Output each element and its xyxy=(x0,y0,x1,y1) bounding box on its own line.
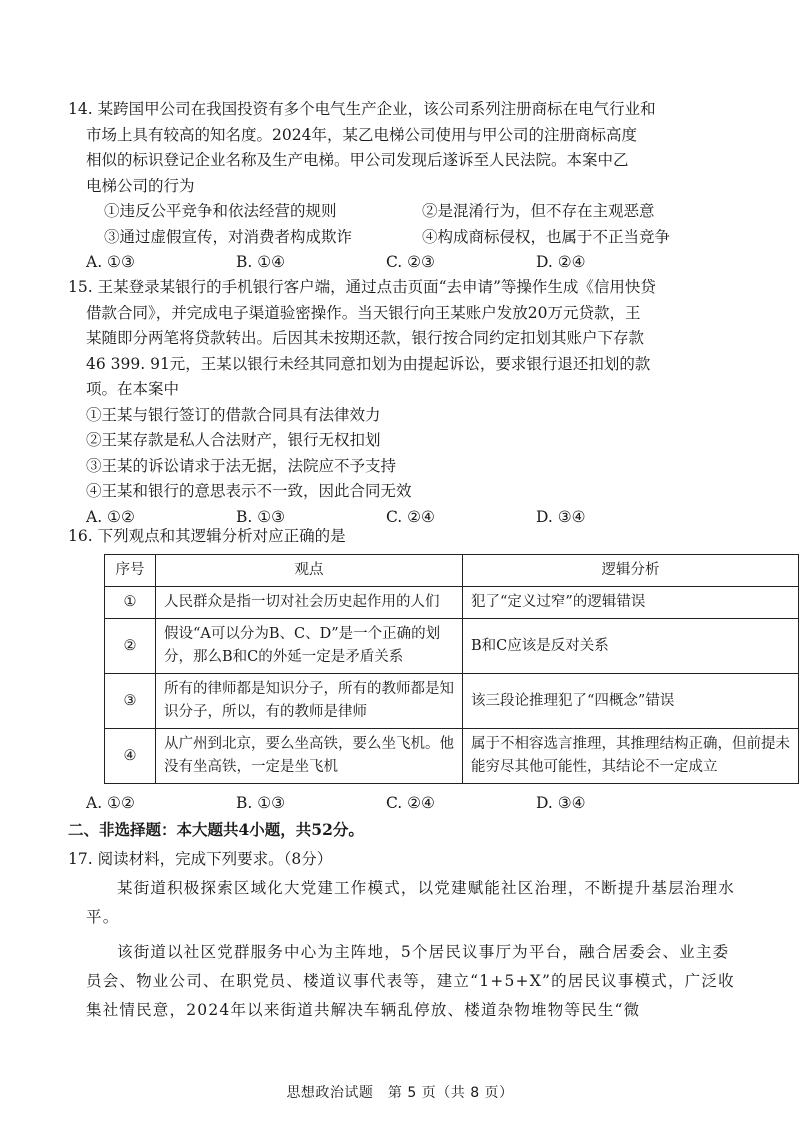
row-analysis: 该三段论推理犯了“四概念”错误 xyxy=(463,674,799,729)
table-row xyxy=(105,729,799,784)
stem-line: 相似的标识登记企业名称及生产电梯。甲公司发现后遂诉至人民法院。本案中乙 xyxy=(86,151,629,169)
question-15 xyxy=(68,275,736,530)
question-17 xyxy=(68,845,736,1025)
statement-item: ③王某的诉讼请求于法无据，法院应不予支持 xyxy=(86,456,397,475)
option-d: D. ③④ xyxy=(536,794,586,812)
row-index: ② xyxy=(105,619,156,674)
question-16-stem: 16. 下列观点和其逻辑分析对应正确的是 xyxy=(68,527,346,545)
option-d: D. ②④ xyxy=(536,253,586,271)
section-heading: 二、非选择题：本大题共4小题，共52分。 xyxy=(68,820,364,839)
row-analysis: 属于不相容选言推理，其推理结构正确，但前提未能穷尽其他可能性，其结论不一定成立 xyxy=(463,729,799,784)
statement-item: ④王某和银行的意思表示不一致，因此合同无效 xyxy=(86,482,412,500)
page-footer: 思想政治试题 第 5 页（共 8 页） xyxy=(286,1085,514,1101)
statement-item: ②是混淆行为，但不存在主观恶意 xyxy=(422,202,655,220)
option-c: C. ②④ xyxy=(386,507,435,526)
material-paragraph: 某街道积极探索区域化大党建工作模式，以党建赋能社区治理，不断提升基层治理水平。 xyxy=(86,879,735,926)
row-index: ④ xyxy=(105,729,156,784)
question-16-options xyxy=(86,791,686,817)
row-analysis: 犯了“定义过窄”的逻辑错误 xyxy=(463,587,799,619)
header-view: 观点 xyxy=(156,555,463,587)
stem-line: 市场上具有较高的知名度。2024年，某乙电梯公司使用与甲公司的注册商标高度 xyxy=(86,125,637,144)
option-b: B. ①④ xyxy=(236,253,286,271)
header-index: 序号 xyxy=(105,555,156,587)
option-c: C. ②④ xyxy=(386,794,435,812)
question-14-stem xyxy=(68,97,736,199)
statement-item: ②王某存款是私人合法财产，银行无权扣划 xyxy=(86,431,381,449)
material-paragraph: 该街道以社区党群服务中心为主阵地，5个居民议事厅为平台，融合居委会、业主委员会、物业公司、在职党员、楼道议事代表等，建立“1+5+X”的居民议事模式，广泛收集社情民意，2024年以来街道共解决车辆乱停放、楼道杂物堆物等民生“微 xyxy=(86,943,735,1019)
statement-item: ①王某与银行签订的借款合同具有法律效力 xyxy=(86,405,381,424)
question-15-stem xyxy=(68,275,736,403)
option-a: A. ①③ xyxy=(86,253,135,271)
option-c: C. ②③ xyxy=(386,253,435,271)
table-row xyxy=(105,587,799,619)
option-a: A. ①② xyxy=(86,507,135,526)
row-analysis: B和C应该是反对关系 xyxy=(463,619,799,674)
table-row xyxy=(105,619,799,674)
logic-table xyxy=(104,554,799,784)
question-14-options xyxy=(86,250,686,276)
row-view: 所有的律师都是知识分子，所有的教师都是知识分子，所以，有的教师是律师 xyxy=(156,674,463,729)
row-index: ① xyxy=(105,587,156,619)
statement-item: ④构成商标侵权，也属于不正当竞争 xyxy=(422,227,671,246)
table-row xyxy=(105,674,799,729)
header-analysis: 逻辑分析 xyxy=(463,555,799,587)
stem-line: 46 399. 91元，王某以银行未经其同意扣划为由提起诉讼，要求银行退还扣划的款 xyxy=(86,354,651,373)
option-b: B. ①③ xyxy=(236,794,286,812)
statement-item: ①违反公平竞争和依法经营的规则 xyxy=(104,202,337,220)
row-view: 从广州到北京，要么坐高铁，要么坐飞机。他没有坐高铁，一定是坐飞机 xyxy=(156,729,463,784)
question-14-items xyxy=(104,199,736,250)
stem-line: 借款合同》，并完成电子渠道验密操作。当天银行向王某账户发放20万元贷款，王 xyxy=(86,303,641,322)
question-16 xyxy=(68,524,718,550)
stem-line: 某随即分两笔将贷款转出。后因其未按期还款，银行按合同约定扣划其账户下存款 xyxy=(86,329,645,347)
table-header-row xyxy=(105,555,799,587)
stem-line: 电梯公司的行为 xyxy=(86,176,195,195)
stem-line: 14. 某跨国甲公司在我国投资有多个电气生产企业，该公司系列注册商标在电气行业和 xyxy=(68,100,656,118)
row-index: ③ xyxy=(105,674,156,729)
stem-line: 项。在本案中 xyxy=(86,380,180,398)
option-b: B. ①③ xyxy=(236,507,286,526)
option-a: A. ①② xyxy=(86,794,135,812)
question-16-options-wrap xyxy=(86,791,736,817)
statement-item: ③通过虚假宣传，对消费者构成欺诈 xyxy=(104,227,353,246)
stem-line: 15. 王某登录某银行的手机银行客户端，通过点击页面“去申请”等操作生成《信用快贷 xyxy=(68,278,656,296)
option-d: D. ③④ xyxy=(536,507,586,526)
question-14 xyxy=(68,97,736,276)
question-17-stem: 17. 阅读材料，完成下列要求。（8分） xyxy=(68,850,333,868)
row-view: 假设“A可以分为B、C、D”是一个正确的划分，那么B和C的外延一定是矛盾关系 xyxy=(156,619,463,674)
row-view: 人民群众是指一切对社会历史起作用的人们 xyxy=(156,587,463,619)
